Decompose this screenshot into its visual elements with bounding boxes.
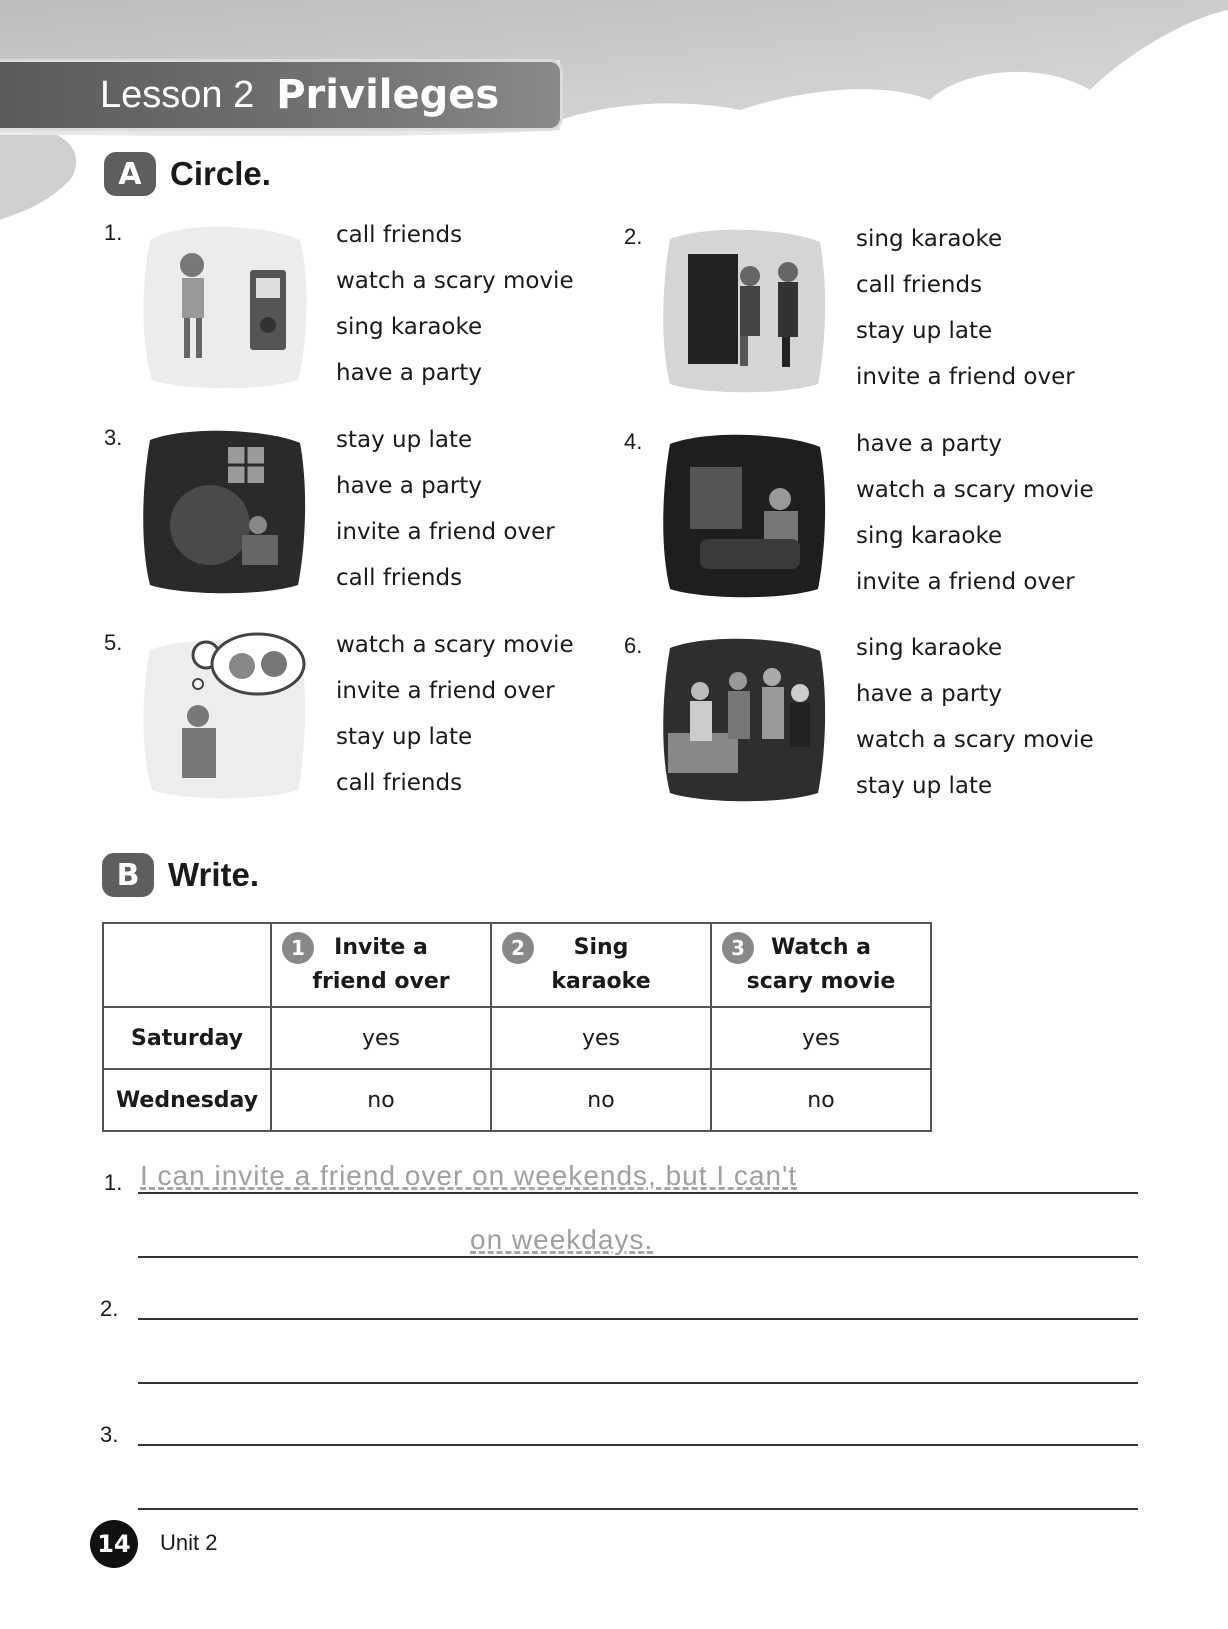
privileges-table: [102, 922, 932, 1132]
choice-option[interactable]: call friends: [336, 222, 463, 248]
table-cell: yes: [711, 1007, 931, 1069]
unit-label: Unit 2: [160, 1530, 218, 1555]
example-answer-trace: I can invite a friend over on weekends, but I can't: [140, 1160, 798, 1191]
column-header-line: karaoke: [551, 969, 651, 994]
phone-call-illustration: [140, 630, 308, 800]
section-a-heading: [104, 152, 271, 196]
table-cell: yes: [271, 1007, 491, 1069]
table-cell: no: [711, 1069, 931, 1131]
write-item-number: 3.: [100, 1422, 119, 1447]
choice-option[interactable]: watch a scary movie: [336, 632, 574, 658]
section-a-badge: A: [104, 152, 156, 196]
lesson-title: Privileges: [276, 72, 500, 118]
circle-item-3: [104, 425, 604, 615]
writing-line[interactable]: [138, 1410, 1138, 1446]
writing-line[interactable]: [138, 1348, 1138, 1384]
item-number: 3.: [104, 425, 123, 450]
choice-option[interactable]: sing karaoke: [856, 226, 1003, 252]
write-item-number: 1.: [104, 1170, 123, 1195]
karaoke-singer-illustration: [140, 220, 308, 390]
write-item-number: 2.: [100, 1296, 119, 1321]
choice-list: [856, 633, 1094, 817]
choice-option[interactable]: invite a friend over: [336, 519, 555, 545]
choice-option[interactable]: call friends: [856, 272, 983, 298]
column-header-line: friend over: [312, 969, 450, 994]
section-b-badge: B: [102, 853, 154, 897]
section-b-heading: [102, 853, 259, 897]
circle-item-2: [624, 224, 1124, 414]
circle-item-4: [624, 429, 1124, 619]
day-cell: Wednesday: [103, 1069, 271, 1131]
day-cell: Saturday: [103, 1007, 271, 1069]
circle-item-5: [104, 630, 604, 820]
item-number: 1.: [104, 220, 123, 245]
writing-line[interactable]: [138, 1474, 1138, 1510]
choice-option[interactable]: have a party: [336, 473, 482, 499]
section-b-label: Write.: [168, 856, 260, 893]
circle-item-1: [104, 220, 604, 410]
table-row: [103, 1069, 931, 1131]
choice-option[interactable]: call friends: [336, 770, 463, 796]
lesson-number: Lesson 2: [100, 73, 255, 116]
choice-option[interactable]: watch a scary movie: [856, 727, 1094, 753]
choice-option[interactable]: stay up late: [856, 318, 993, 344]
scary-movie-illustration: [660, 429, 828, 599]
circle-item-6: [624, 633, 1124, 823]
choice-option[interactable]: invite a friend over: [856, 569, 1075, 595]
item-number: 4.: [624, 429, 643, 454]
choice-option[interactable]: watch a scary movie: [856, 477, 1094, 503]
choice-option[interactable]: have a party: [856, 681, 1002, 707]
table-cell: no: [491, 1069, 711, 1131]
choice-list: [336, 220, 574, 404]
example-answer-trace: on weekdays.: [470, 1224, 654, 1255]
choice-list: [336, 425, 555, 609]
choice-option[interactable]: invite a friend over: [856, 364, 1075, 390]
item-number: 5.: [104, 630, 123, 655]
column-header-line: scary movie: [746, 969, 896, 994]
choice-list: [856, 429, 1094, 613]
table-cell: no: [271, 1069, 491, 1131]
writing-line[interactable]: [138, 1284, 1138, 1320]
table-row: [103, 1007, 931, 1069]
reading-at-night-illustration: [140, 425, 308, 595]
choice-option[interactable]: have a party: [336, 360, 482, 386]
party-illustration: [660, 633, 828, 803]
item-number: 2.: [624, 224, 643, 249]
choice-option[interactable]: sing karaoke: [856, 635, 1003, 661]
column-header-line: Invite a: [334, 935, 428, 960]
column-number: 1: [282, 932, 314, 964]
table-header-row: [103, 923, 931, 1007]
choice-option[interactable]: call friends: [336, 565, 463, 591]
column-number: 2: [502, 932, 534, 964]
column-number: 3: [722, 932, 754, 964]
item-number: 6.: [624, 633, 643, 658]
column-header: [711, 923, 931, 1007]
choice-list: [336, 630, 574, 814]
column-header-line: Sing: [573, 935, 629, 960]
choice-option[interactable]: watch a scary movie: [336, 268, 574, 294]
page-number: 14: [90, 1520, 138, 1568]
column-header-line: Watch a: [770, 935, 872, 960]
table-corner-cell: [103, 923, 271, 1007]
choice-option[interactable]: have a party: [856, 431, 1002, 457]
column-header: [271, 923, 491, 1007]
choice-option[interactable]: stay up late: [336, 724, 473, 750]
lesson-title-banner: [0, 62, 560, 128]
choice-list: [856, 224, 1075, 408]
choice-option[interactable]: stay up late: [336, 427, 473, 453]
choice-option[interactable]: invite a friend over: [336, 678, 555, 704]
table-cell: yes: [491, 1007, 711, 1069]
friend-at-door-illustration: [660, 224, 828, 394]
choice-option[interactable]: stay up late: [856, 773, 993, 799]
column-header: [491, 923, 711, 1007]
section-a-label: Circle.: [170, 155, 271, 192]
choice-option[interactable]: sing karaoke: [856, 523, 1003, 549]
choice-option[interactable]: sing karaoke: [336, 314, 483, 340]
